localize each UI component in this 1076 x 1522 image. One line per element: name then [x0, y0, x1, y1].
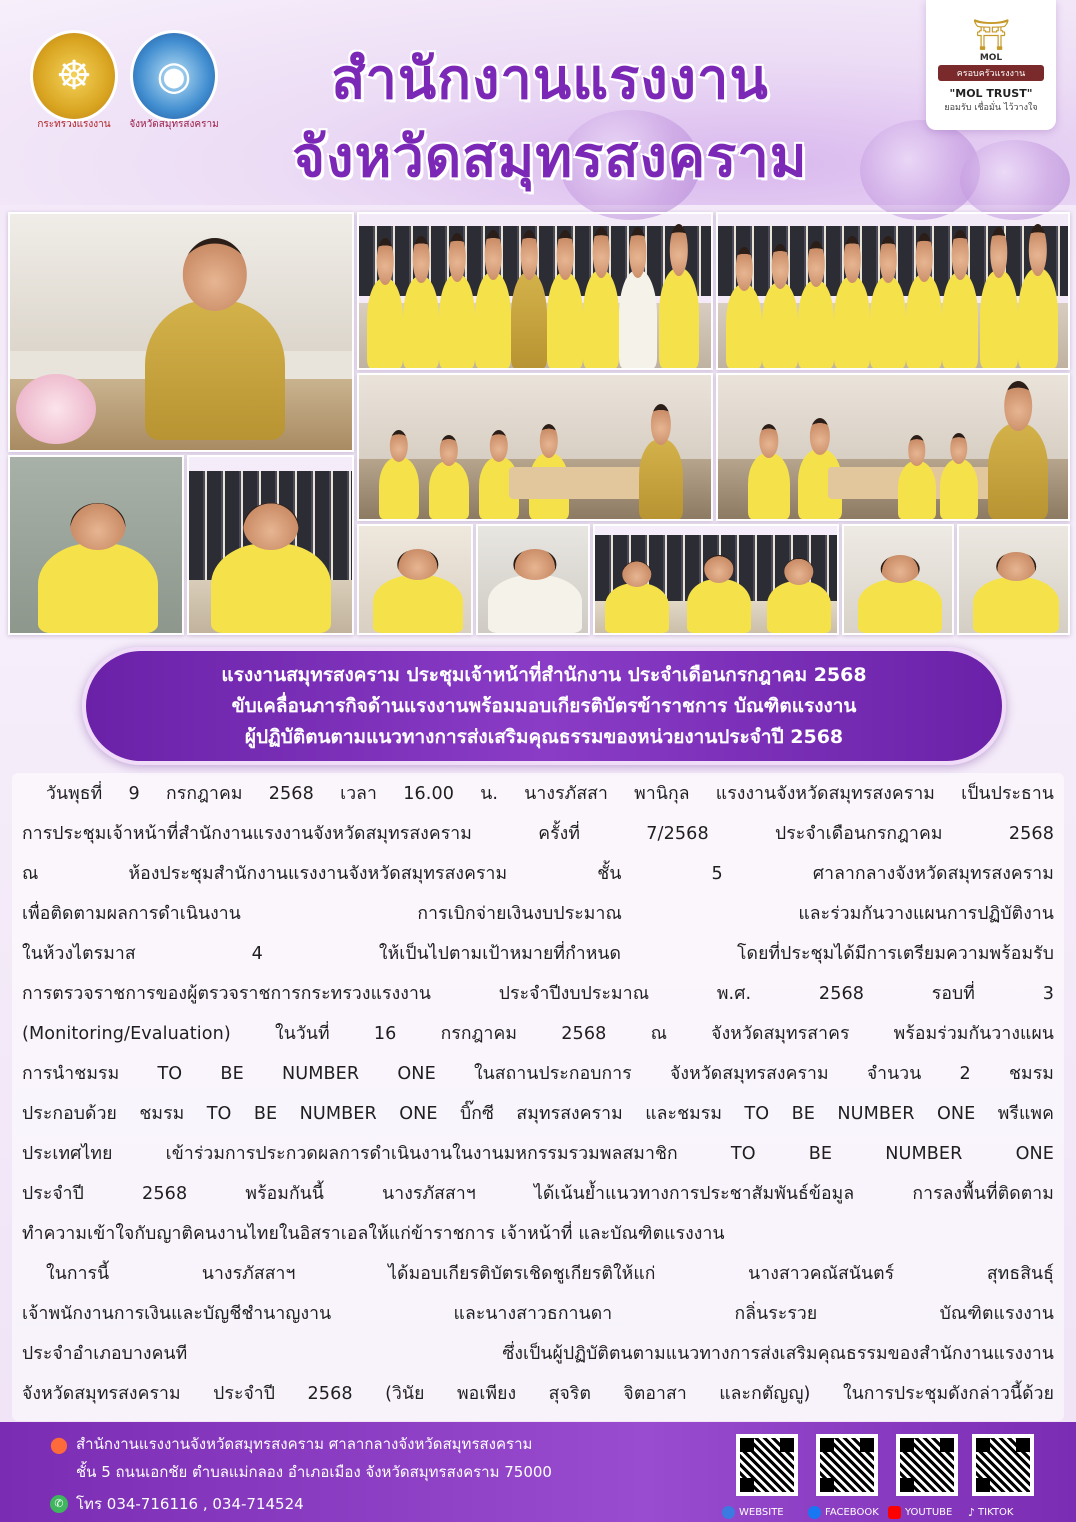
photo-staff-portrait-3	[842, 524, 954, 635]
decorative-flower	[960, 140, 1070, 220]
article-line: การประชุมเจ้าหน้าที่สำนักงานแรงงานจังหวัดสมุทรสงคราม ครั้งที่ 7/2568 ประจำเดือนกรกฎาคม 2568	[22, 824, 1054, 844]
article-line: เพื่อติดตามผลการดำเนินงาน การเบิกจ่ายเงินงบประมาณ และร่วมกันวางแผนการปฏิบัติงาน	[22, 904, 1054, 924]
article-line: การนำชมรม TO BE NUMBER ONE ในสถานประกอบการ จังหวัดสมุทรสงคราม จำนวน 2 ชมรม	[22, 1064, 1054, 1084]
mol-family-label: ครอบครัวแรงงาน	[938, 65, 1044, 81]
headline-banner	[82, 647, 1006, 765]
mol-trust-badge	[926, 0, 1056, 130]
photo-staff-portrait-1	[357, 524, 473, 635]
article-line: ทำความเข้าใจกับญาติคนงานไทยในอิสราเอลให้แก่ข้าราชการ เจ้าหน้าที่ และบัณฑิตแรงงาน	[22, 1224, 725, 1244]
article-line: เจ้าพนักงานการเงินและบัญชีชำนาญงาน และนางสาวธกานดา กลิ่นระรวย บัณฑิตแรงงาน	[22, 1304, 1054, 1324]
website-link[interactable]	[722, 1506, 784, 1519]
website-label: WEBSITE	[739, 1507, 784, 1518]
article-line: ประเทศไทย เข้าร่วมการประกวดผลการดำเนินงานในงานมหกรรมรวมพลสมาชิก TO BE NUMBER ONE	[22, 1144, 1054, 1164]
phone-icon: ✆	[50, 1495, 68, 1513]
photo-staff-group-three	[593, 524, 839, 635]
youtube-qr-code[interactable]	[896, 1434, 958, 1496]
facebook-qr-code[interactable]	[816, 1434, 878, 1496]
photo-man-portrait	[8, 455, 184, 635]
photo-woman-portrait	[187, 455, 354, 635]
facebook-label: FACEBOOK	[825, 1507, 879, 1518]
temple-emblem-icon: ⛩	[971, 18, 1011, 53]
footer-address-row	[50, 1432, 532, 1456]
footer-address-row-2	[76, 1460, 552, 1484]
facebook-link[interactable]	[808, 1506, 879, 1519]
photo-group-certificate-2	[716, 212, 1070, 370]
mol-trust-name: "MOL TRUST"	[949, 87, 1033, 100]
tiktok-qr-code[interactable]	[972, 1434, 1034, 1496]
article-line: ในการนี้ นางรภัสสาฯ ได้มอบเกียรติบัตรเชิดชูเกียรติให้แก่ นางสาวคณัสนันตร์ สุทธสินธุ์	[46, 1264, 1054, 1284]
website-qr-code[interactable]	[736, 1434, 798, 1496]
page-header	[0, 0, 1076, 205]
headline-line3: ผู้ปฏิบัติตนตามแนวทางการส่งเสริมคุณธรรมของหน่วยงานประจำปี 2568	[244, 725, 844, 748]
footer-phone-row	[50, 1492, 304, 1516]
footer-address-line1: สำนักงานแรงงานจังหวัดสมุทรสงคราม ศาลากลางจังหวัดสมุทรสงคราม	[76, 1435, 533, 1453]
article-line: ในห้วงไตรมาส 4 ให้เป็นไปตามเป้าหมายที่กำหนด โดยที่ประชุมได้มีการเตรียมความพร้อมรับ	[22, 944, 1054, 964]
ministry-of-labour-logo: ☸	[30, 30, 118, 122]
province-logo-caption: จังหวัดสมุทรสงคราม	[129, 119, 219, 130]
tiktok-link[interactable]	[968, 1506, 1013, 1519]
page-footer	[0, 1422, 1076, 1522]
article-body	[12, 773, 1064, 1421]
youtube-label: YOUTUBE	[905, 1507, 953, 1518]
location-pin-icon: ⬤	[50, 1434, 68, 1454]
article-line: จังหวัดสมุทรสงคราม ประจำปี 2568 (วินัย พอเพียง สุจริต จิตอาสา และกตัญญู) ในการประชุมดังกล่าวนี้ด้วย	[22, 1384, 1054, 1404]
page-title-line2: จังหวัดสมุทรสงคราม	[292, 125, 808, 190]
article-line: ประกอบด้วย ชมรม TO BE NUMBER ONE บิ๊กซี สมุทรสงคราม และชมรม TO BE NUMBER ONE พรีแพค	[22, 1104, 1054, 1124]
article-line: (Monitoring/Evaluation) ในวันที่ 16 กรกฎาคม 2568 ณ จังหวัดสมุทรสาคร พร้อมร่วมกันวางแผน	[22, 1024, 1054, 1044]
photo-meeting-table-2	[716, 373, 1070, 521]
youtube-icon	[888, 1506, 901, 1519]
page-title-line1: สำนักงานแรงงาน	[331, 47, 769, 112]
photo-staff-portrait-2	[476, 524, 590, 635]
article-line: การตรวจราชการของผู้ตรวจราชการกระทรวงแรงงาน ประจำปีงบประมาณ พ.ศ. 2568 รอบที่ 3	[22, 984, 1054, 1004]
photo-meeting-table-1	[357, 373, 713, 521]
headline-line2: ขับเคลื่อนภารกิจด้านแรงงานพร้อมมอบเกียรติบัตรข้าราชการ บัณฑิตแรงงาน	[231, 694, 857, 717]
mol-trust-tagline: ยอมรับ เชื่อมั่น ไว้วางใจ	[944, 103, 1038, 113]
photo-group-certificate-1	[357, 212, 713, 370]
mol-label: MOL	[979, 53, 1003, 63]
footer-phone: โทร 034-716116 , 034-714524	[76, 1495, 304, 1513]
headline-line1: แรงงานสมุทรสงคราม ประชุมเจ้าหน้าที่สำนักงาน ประจำเดือนกรกฎาคม 2568	[221, 663, 867, 686]
article-line: วันพุธที่ 9 กรกฎาคม 2568 เวลา 16.00 น. นางรภัสสา พานิกุล แรงงานจังหวัดสมุทรสงคราม เป็นประธาน	[46, 784, 1054, 804]
photo-chair-at-desk	[8, 212, 354, 452]
ministry-logo-caption: กระทรวงแรงงาน	[37, 119, 111, 130]
article-line: ประจำปี 2568 พร้อมกันนี้ นางรภัสสาฯ ได้เน้นย้ำแนวทางการประชาสัมพันธ์ข้อมูล การลงพื้นที่ติดตาม	[22, 1184, 1054, 1204]
province-seal-logo: ◉	[130, 30, 218, 122]
article-line: ณ ห้องประชุมสำนักงานแรงงานจังหวัดสมุทรสงคราม ชั้น 5 ศาลากลางจังหวัดสมุทรสงคราม	[22, 864, 1054, 884]
footer-address-line2: ชั้น 5 ถนนเอกชัย ตำบลแม่กลอง อำเภอเมือง จังหวัดสมุทรสงคราม 75000	[76, 1463, 552, 1481]
tiktok-icon: ♪	[968, 1506, 976, 1519]
facebook-icon	[808, 1506, 821, 1519]
photo-staff-portrait-4	[957, 524, 1070, 635]
globe-icon	[722, 1506, 735, 1519]
tiktok-label: TIKTOK	[978, 1507, 1014, 1518]
article-line: ประจำอำเภอบางคนที ซึ่งเป็นผู้ปฏิบัติตนตามแนวทางการส่งเสริมคุณธรรมของสำนักงานแรงงาน	[22, 1344, 1054, 1364]
youtube-link[interactable]	[888, 1506, 952, 1519]
